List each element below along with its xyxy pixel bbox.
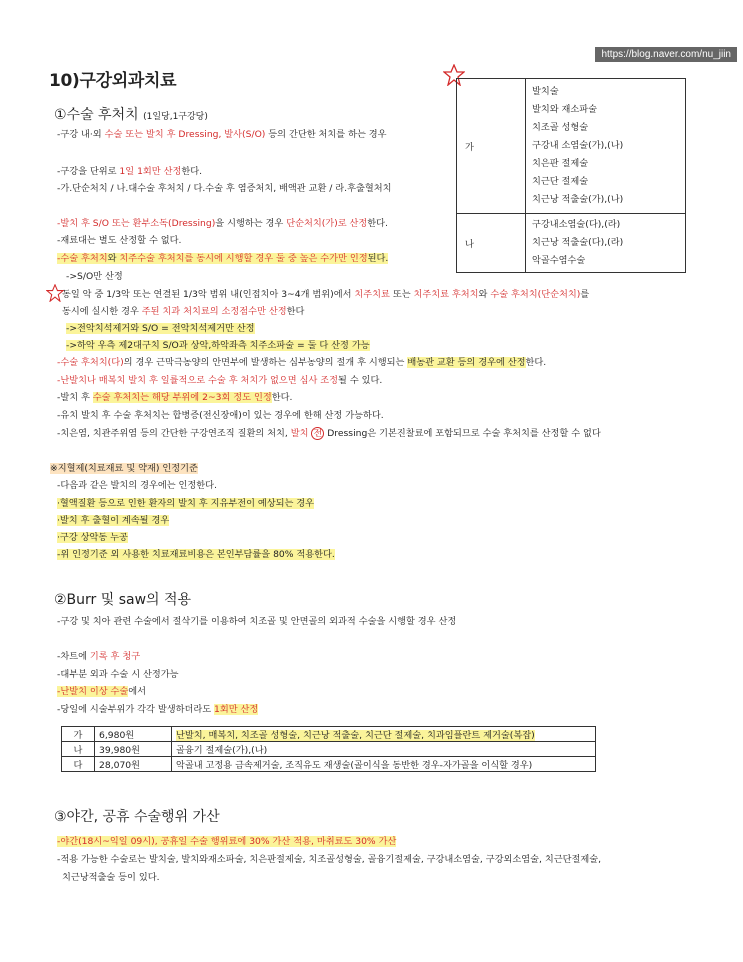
- grade-cell: 가: [62, 727, 95, 742]
- text-line: -치은염, 치관주위염 등의 간단한 구강연조직 질환의 처치, 발치 전 Dressing은 기본진찰료에 포함되므로 수술 후처치를 산정할 수 없다: [57, 428, 601, 439]
- heading-note: (1일당,1구강당): [143, 112, 208, 122]
- table-row: [62, 742, 596, 757]
- text-line: -구강 내·외 수술 또는 발치 후 Dressing, 발사(S/O) 등의 간단한 처치를 하는 경우: [57, 129, 387, 140]
- text-line: -난발치나 매복치 발치 후 일률적으로 수술 후 처치가 없으면 심사 조정될 수 있다.: [57, 375, 383, 386]
- items-cell: [526, 79, 686, 214]
- text-line: -발치 후 S/O 또는 환부소독(Dressing)을 시행하는 경우 단순처치(가)로 산정한다.: [57, 218, 388, 229]
- text-line: -수술 후처치와 치주수술 후처치를 동시에 시행할 경우 둘 중 높은 수가만 인정된다.: [57, 253, 389, 264]
- list-item: 치근낭 적출술(다),(라): [532, 237, 624, 248]
- text-line: -발치 후 수술 후처치는 해당 부위에 2~3회 정도 인정한다.: [57, 392, 293, 403]
- text-line: 치근낭적출술 등이 있다.: [62, 872, 160, 883]
- text-line: -난발치 이상 수술에서: [57, 686, 147, 697]
- text-line: -적용 가능한 수술로는 발치술, 발치와재소파술, 치은판절제술, 치조골성형술, 골융기절제술, 구강내소염술, 구강외소염술, 치근단절제술,: [57, 854, 602, 865]
- text-line: ->하악 우측 제2대구치 S/O과 상악,하악좌측 치주소파술 = 둘 다 산정 가능: [66, 340, 370, 351]
- grade-cell: 다: [62, 757, 95, 772]
- table-row: [457, 79, 686, 214]
- list-item: 치근낭 적출술(가),(나): [532, 194, 624, 205]
- list-item: 치근단 절제술: [532, 176, 589, 187]
- text-line: -대부분 외과 수술 시 산정가능: [57, 669, 179, 680]
- list-item: 구강내 소염술(가),(나): [532, 140, 624, 151]
- text-line: 동시에 실시한 경우 주된 치과 처치료의 소정점수만 산정한다: [62, 306, 305, 317]
- section-heading-night-holiday: ③야간, 공휴 수술행위 가산: [54, 809, 220, 825]
- desc-cell: 골융기 절제술(가),(나): [172, 742, 596, 757]
- text-line: -구강 및 치아 관련 수술에서 절삭기를 이용하여 치조골 및 안면골의 외과적 수술을 시행할 경우 산정: [57, 616, 457, 627]
- text-line: -유치 발치 후 수술 후처치는 합병증(전신장애)이 있는 경우에 한해 산정 가능하다.: [57, 410, 384, 421]
- grade-cell: 나: [457, 214, 526, 273]
- list-item: 발치와 재소파술: [532, 104, 598, 115]
- grade-cell: 나: [62, 742, 95, 757]
- burr-saw-fee-table: [61, 726, 596, 772]
- desc-cell: 악골내 고정용 금속제거술, 조직유도 재생술(골이식을 동반한 경우-자가골을 이식할 경우): [172, 757, 596, 772]
- items-cell: [526, 214, 686, 273]
- price-cell: 39,980원: [95, 742, 172, 757]
- table-row: [62, 757, 596, 772]
- text-line: -재료대는 별도 산정할 수 없다.: [57, 235, 182, 246]
- list-item: 치은판 절제술: [532, 158, 589, 169]
- grade-cell: 가: [457, 79, 526, 214]
- blog-url-watermark: https://blog.naver.com/nu_jiin: [595, 47, 737, 62]
- text-line: -당일에 시술부위가 각각 발생하더라도 1회만 산정: [57, 704, 259, 715]
- list-item: 악골수염수술: [532, 255, 586, 266]
- procedure-grade-table: [456, 78, 686, 273]
- text-line: -위 인정기준 외 사용한 치료재료비용은 본인부담률을 80% 적용한다.: [57, 549, 335, 560]
- heading-text: ①수술 후처치: [54, 107, 139, 123]
- table-row: [62, 727, 596, 742]
- list-item: 치조골 성형술: [532, 122, 589, 133]
- desc-cell: 난발치, 매복치, 치조골 성형술, 치근낭 적출술, 치근단 절제술, 치과임플란트 제거술(복잡): [172, 727, 596, 742]
- text-line: 동일 악 중 1/3악 또는 연결된 1/3악 범위 내(인접치아 3~4개 범위)에서 치주치료 또는 치주치료 후처치와 수술 후처치(단순처치)를: [62, 289, 590, 300]
- text-line: ·혈액질환 등으로 인한 환자의 발치 후 지유부전이 예상되는 경우: [57, 498, 315, 509]
- table-row: [457, 214, 686, 273]
- text-line: -구강을 단위로 1일 1회만 산정한다.: [57, 166, 203, 177]
- text-line: -차트에 기록 후 청구: [57, 651, 141, 662]
- text-line: ·발치 후 출혈이 계속될 경우: [57, 515, 170, 526]
- price-cell: 6,980원: [95, 727, 172, 742]
- hemostatic-heading: ※지혈제(치료재료 및 약재) 인정기준: [50, 463, 198, 474]
- list-item: 발치술: [532, 86, 559, 97]
- text-line: -가.단순처치 / 나.대수술 후처치 / 다.수술 후 염증처치, 배액관 교환 / 라.후출혈처치: [57, 183, 392, 194]
- text-line: ·구강 상악동 누공: [57, 532, 128, 543]
- section-heading-burr-saw: ②Burr 및 saw의 적용: [54, 592, 192, 608]
- list-item: 구강내소염술(다),(라): [532, 219, 621, 230]
- text-line: -수술 후처치(다)의 경우 근막극농양의 안면부에 발생하는 심부농양의 절개 후 시행되는 배농관 교환 등의 경우에 산정한다.: [57, 357, 547, 368]
- section-heading-surgery-aftercare: [54, 104, 208, 124]
- text-line: -다음과 같은 발치의 경우에는 인정한다.: [57, 480, 217, 491]
- text-line: -야간(18시~익일 09시), 공휴일 수술 행위료에 30% 가산 적용, 마취료도 30% 가산: [57, 836, 397, 847]
- text-line: ->S/O만 산정: [66, 271, 123, 282]
- text-line: ->전악치석제거와 S/O = 전악치석제거만 산정: [66, 323, 255, 334]
- page-title: 10)구강외과치료: [49, 71, 177, 91]
- price-cell: 28,070원: [95, 757, 172, 772]
